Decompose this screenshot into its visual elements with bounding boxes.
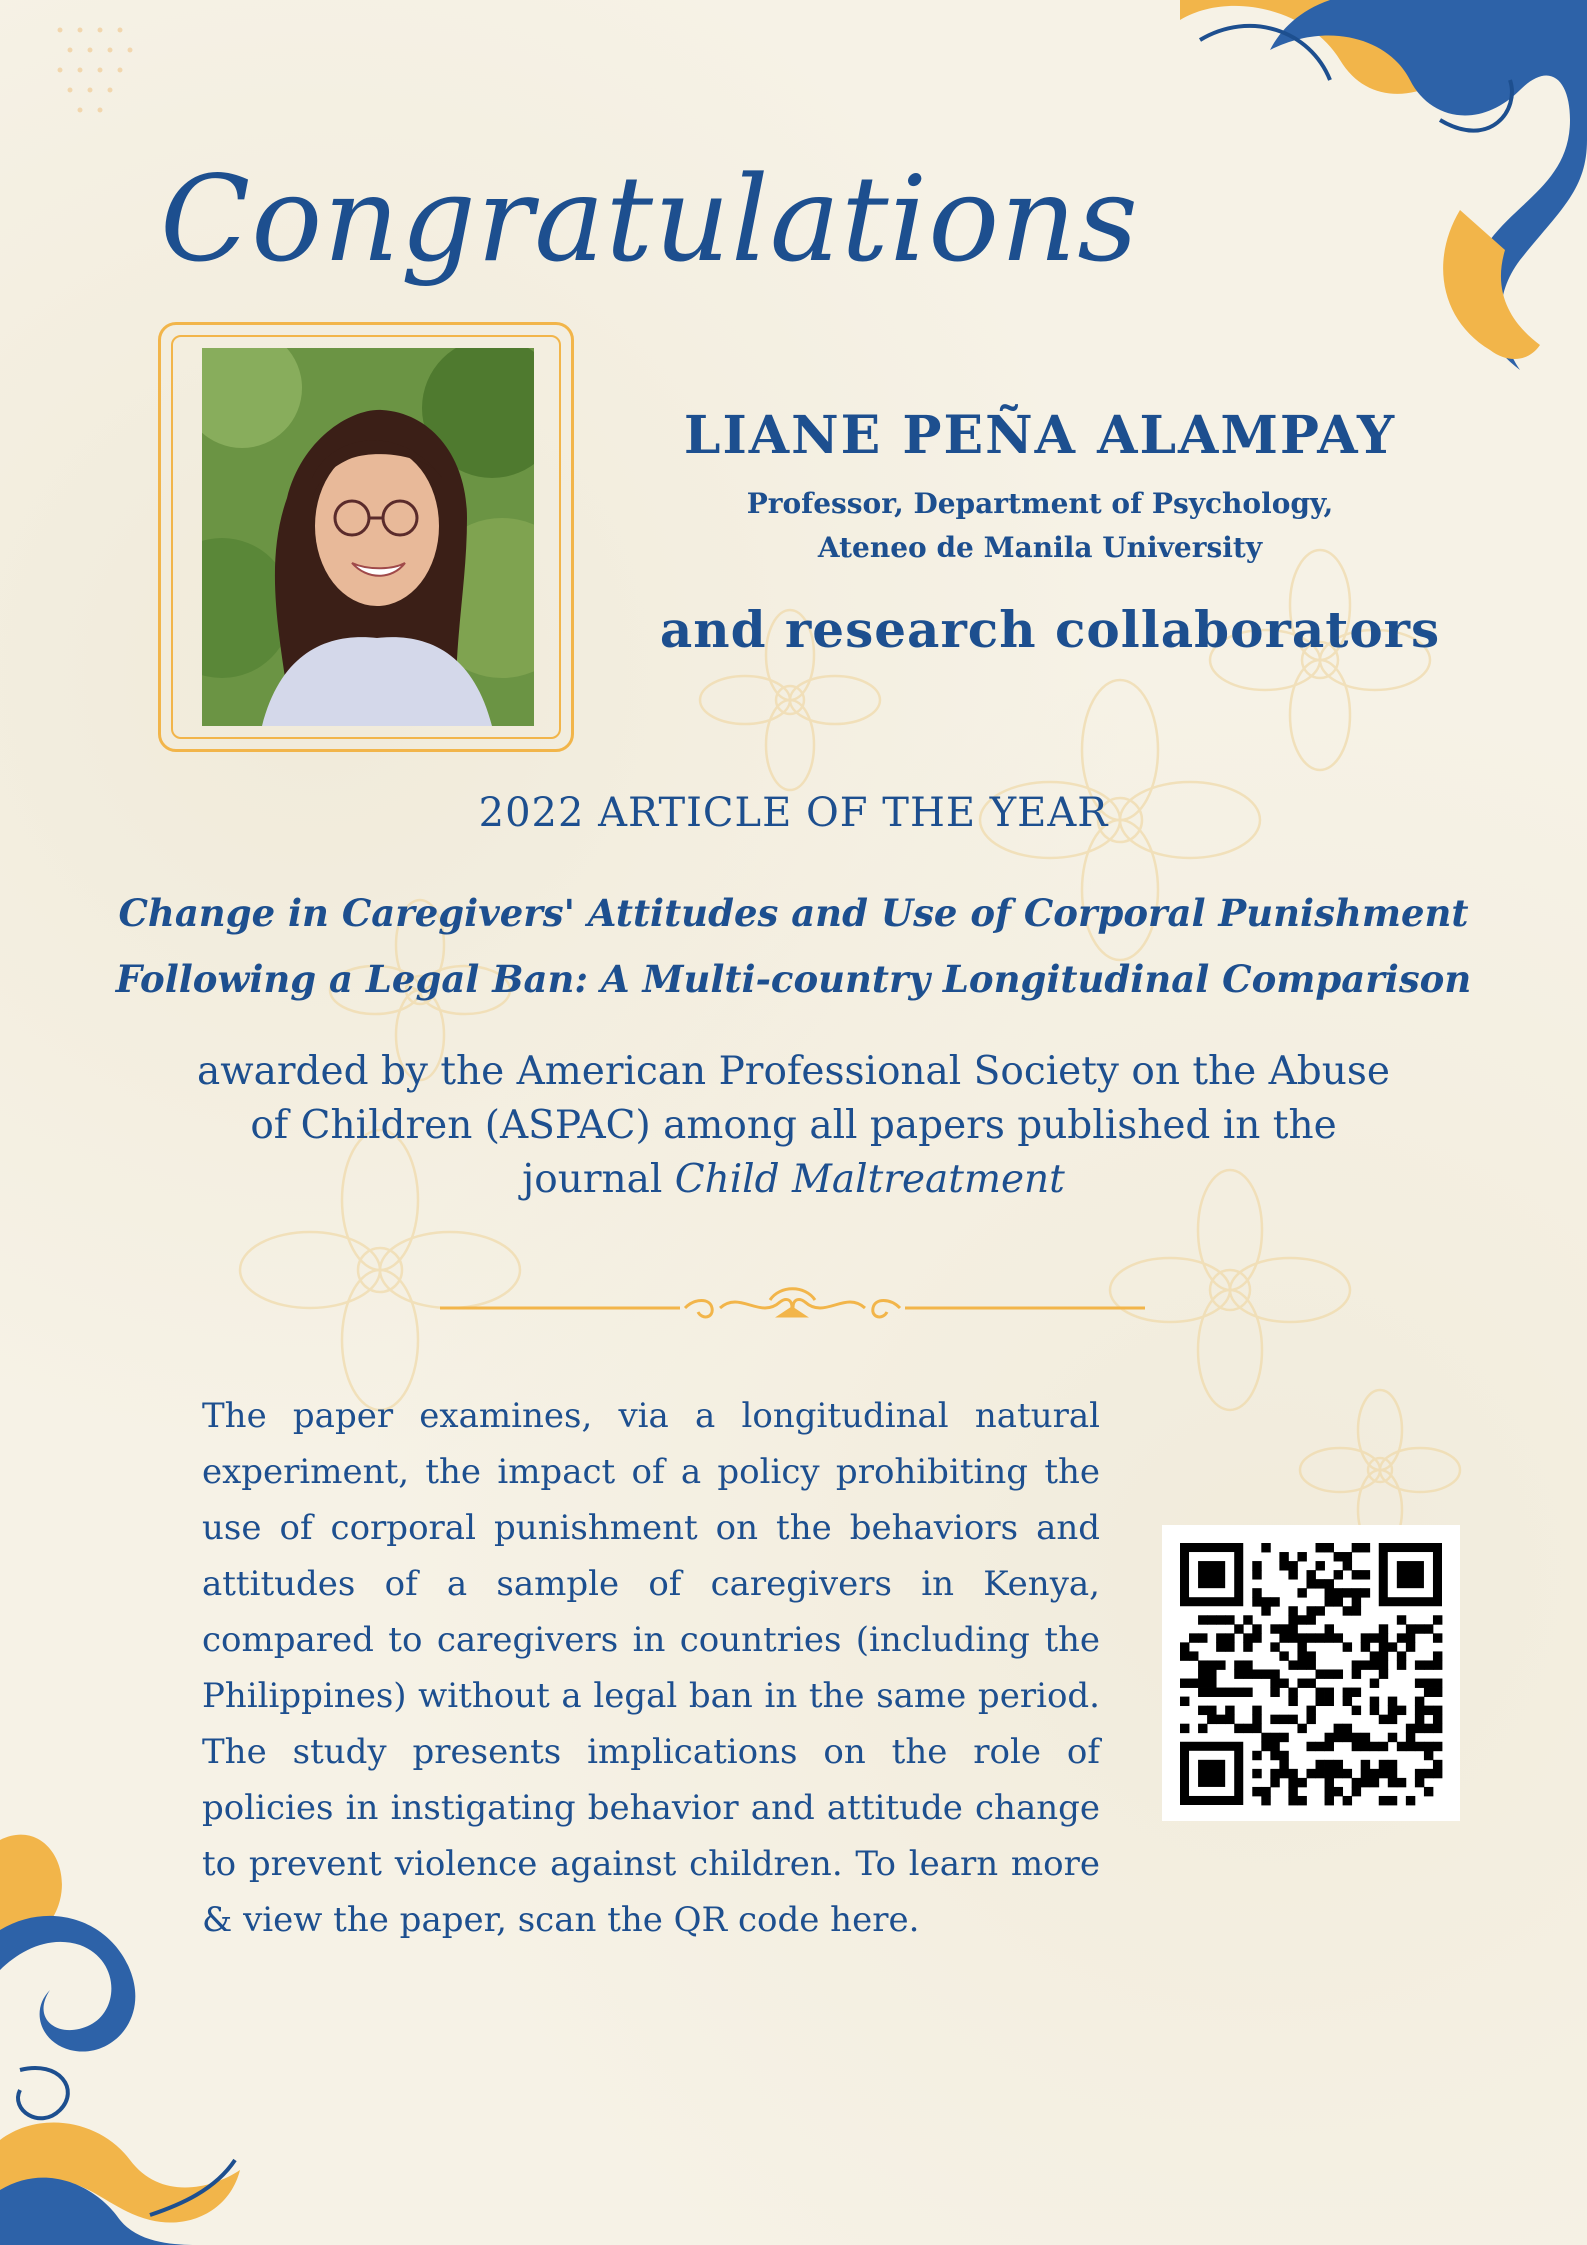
paper-title	[80, 880, 1507, 1012]
qr-code-icon[interactable]	[1162, 1525, 1460, 1821]
awarded-by-line-1: awarded by the American Professional Society on the Abuse	[197, 1049, 1390, 1094]
congratulations-heading: Congratulations	[160, 150, 1139, 288]
ornamental-divider	[440, 1280, 1145, 1330]
award-title: 2022 ARTICLE OF THE YEAR	[478, 790, 1109, 836]
portrait-photo	[202, 348, 534, 726]
top-right-swirl-decoration	[1160, 0, 1587, 420]
journal-prefix: journal	[522, 1157, 675, 1202]
awarded-by-text	[150, 1045, 1437, 1207]
role-line-1: Professor, Department of Psychology,	[746, 487, 1334, 520]
paper-description: The paper examines, via a longitudinal natural experiment, the impact of a policy prohibiting the use of corporal punishment on the behaviors and attitudes of a sample of caregivers in Kenya, compared to caregivers in countries (including the Philippines) without a legal ban in the same period. The study presents implications on the role of policies in instigating behavior and attitude change to prevent violence against children. To learn more & view the paper, scan the QR code here.	[202, 1396, 1100, 1940]
portrait-illustration	[202, 348, 534, 726]
recipient-name: LIANE PEÑA ALAMPAY	[683, 405, 1397, 466]
qr-code-graphic	[1162, 1525, 1460, 1821]
awarded-by-line-2: of Children (ASPAC) among all papers published in the	[250, 1103, 1337, 1148]
role-line-2: Ateneo de Manila University	[817, 531, 1263, 564]
awarded-by-line-3	[150, 1153, 1437, 1207]
paper-title-line-2: Following a Legal Ban: A Multi-country Longitudinal Comparison	[115, 957, 1472, 1001]
paper-title-line-1: Change in Caregivers' Attitudes and Use of Corporal Punishment	[118, 891, 1469, 935]
collaborators-line: and research collaborators	[659, 600, 1441, 659]
journal-name: Child Maltreatment	[674, 1157, 1065, 1202]
recipient-role	[620, 482, 1460, 570]
